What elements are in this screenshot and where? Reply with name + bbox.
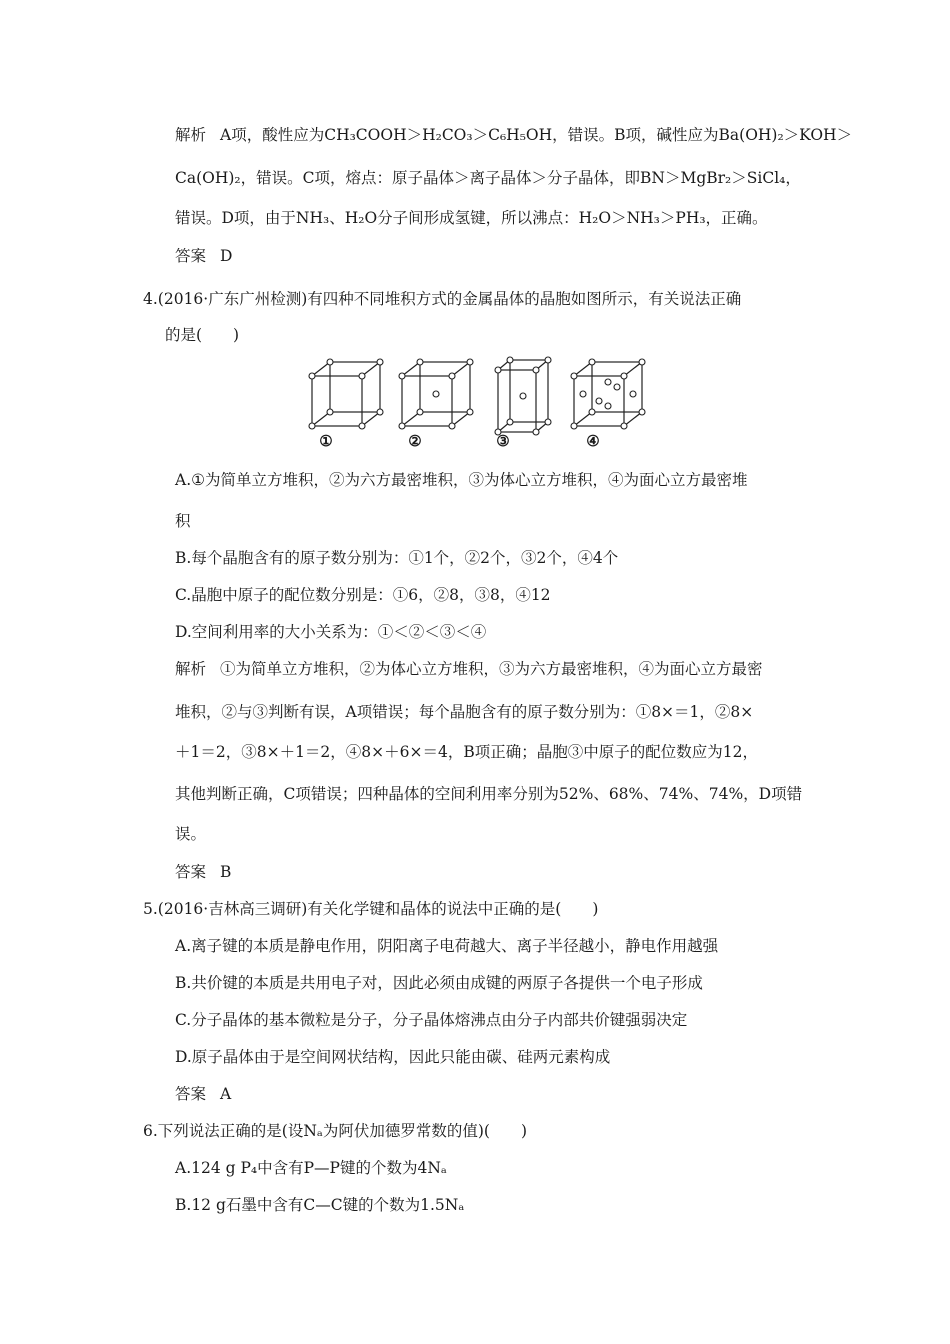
q4-analysis-line3: ＋1＝2，③8×＋1＝2，④8×＋6×＝4，B项正确；晶胞③中原子的配位数应为12， bbox=[175, 743, 758, 761]
cell-caption-4: ④ bbox=[586, 432, 600, 450]
q5-option-d: D.原子晶体由于是空间网状结构，因此只能由碳、硅两元素构成 bbox=[175, 1048, 611, 1066]
q6-option-a: A.124 g P₄中含有P—P键的个数为4Nₐ bbox=[175, 1159, 447, 1177]
q4-option-a-line2: 积 bbox=[175, 512, 191, 530]
q4-option-b: B.每个晶胞含有的原子数分别为：①1个，②2个，③2个，④4个 bbox=[175, 549, 619, 567]
answer-label: 答案 bbox=[175, 1085, 207, 1103]
cell-caption-3: ③ bbox=[496, 432, 510, 450]
q6-option-b: B.12 g石墨中含有C—C键的个数为1.5Nₐ bbox=[175, 1196, 465, 1214]
cell-caption-1: ① bbox=[319, 432, 333, 450]
q3-analysis-line3: 错误。D项，由于NH₃、H₂O分子间形成氢键，所以沸点：H₂O＞NH₃＞PH₃，正确。 bbox=[175, 209, 768, 227]
q4-option-a-line1: A.①为简单立方堆积，②为六方最密堆积，③为体心立方堆积，④为面心立方最密堆 bbox=[175, 471, 748, 489]
q5-option-b: B.共价键的本质是共用电子对，因此必须由成键的两原子各提供一个电子形成 bbox=[175, 974, 703, 992]
answer-value: D bbox=[220, 247, 233, 265]
answer-label: 答案 bbox=[175, 863, 207, 881]
q3-analysis-line1: 解析 A项，酸性应为CH₃COOH＞H₂CO₃＞C₆H₅OH，错误。B项，碱性应为Ba(OH)₂＞KOH＞ bbox=[175, 126, 853, 144]
answer-label: 答案 bbox=[175, 247, 207, 265]
cell-1-simple-cubic bbox=[312, 362, 380, 426]
q5-option-c: C.分子晶体的基本微粒是分子，分子晶体熔沸点由分子内部共价键强弱决定 bbox=[175, 1011, 688, 1029]
q4-stem-line1: 4.(2016·广东广州检测)有四种不同堆积方式的金属晶体的晶胞如图所示，有关说法正确 bbox=[143, 290, 742, 308]
question-number: 4. bbox=[143, 290, 158, 308]
q6-stem: 6.下列说法正确的是(设Nₐ为阿伏加德罗常数的值)( ) bbox=[143, 1122, 528, 1140]
cell-caption-2: ② bbox=[408, 432, 422, 450]
q4-answer bbox=[175, 862, 231, 882]
question-number: 6. bbox=[143, 1122, 158, 1140]
crystal-cells-diagram bbox=[300, 356, 660, 436]
crystal-cells-figure bbox=[300, 356, 660, 456]
q3-analysis-line2: Ca(OH)₂，错误。C项，熔点：原子晶体＞离子晶体＞分子晶体，即BN＞MgBr₂＞SiCl₄， bbox=[175, 169, 801, 187]
q4-option-d: D.空间利用率的大小关系为：①＜②＜③＜④ bbox=[175, 623, 487, 641]
q3-answer bbox=[175, 246, 232, 266]
question-number: 5. bbox=[143, 900, 158, 918]
q5-answer bbox=[175, 1084, 231, 1104]
q5-stem: 5.(2016·吉林高三调研)有关化学键和晶体的说法中正确的是( ) bbox=[143, 900, 599, 918]
analysis-label: 解析 bbox=[175, 126, 207, 144]
q4-analysis-line1: 解析 ①为简单立方堆积，②为体心立方堆积，③为六方最密堆积，④为面心立方最密 bbox=[175, 660, 763, 678]
q4-analysis-line4: 其他判断正确，C项错误；四种晶体的空间利用率分别为52%、68%、74%、74%，D项错 bbox=[175, 785, 803, 803]
answer-value: A bbox=[220, 1085, 232, 1103]
q4-analysis-line2: 堆积，②与③判断有误，A项错误；每个晶胞含有的原子数分别为：①8×＝1，②8× bbox=[175, 703, 754, 721]
q5-option-a: A.离子键的本质是静电作用，阴阳离子电荷越大、离子半径越小，静电作用越强 bbox=[175, 937, 719, 955]
q4-analysis-line5: 误。 bbox=[175, 825, 207, 843]
q4-option-c: C.晶胞中原子的配位数分别是：①6，②8，③8，④12 bbox=[175, 586, 551, 604]
answer-value: B bbox=[220, 863, 232, 881]
q4-stem-line2: 的是( ) bbox=[165, 326, 240, 344]
analysis-label: 解析 bbox=[175, 660, 207, 678]
